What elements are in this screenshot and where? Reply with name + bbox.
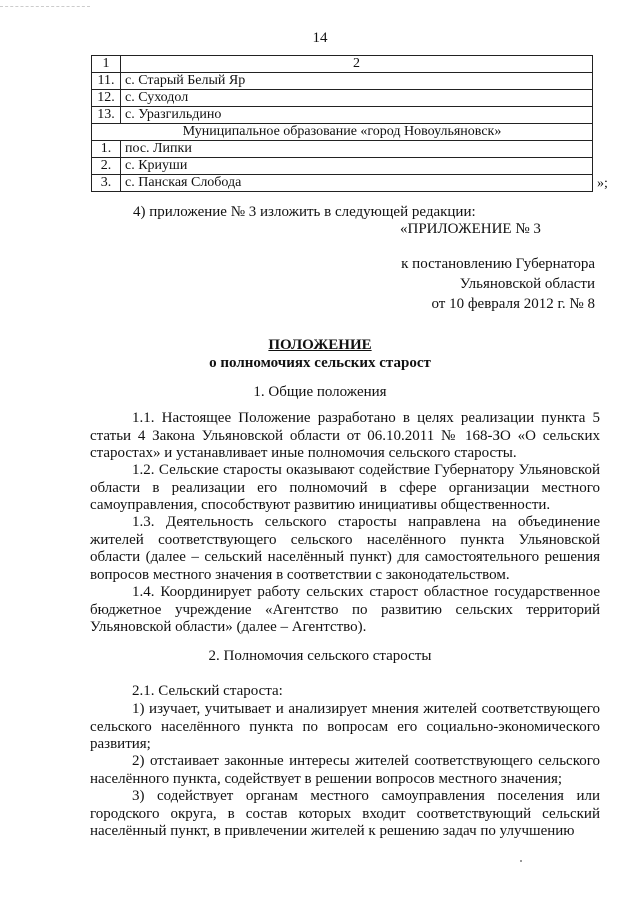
paragraph: 3) содействует органам местного самоуправления поселения или городского округа, в состав которых входит соответствующий сельский населённый пункт, в привлечении жителей к решению задач по улучшению bbox=[90, 788, 600, 840]
row-number: 1. bbox=[92, 141, 121, 158]
row-number: 11. bbox=[92, 73, 121, 90]
table-row bbox=[92, 175, 593, 192]
row-name: пос. Липки bbox=[121, 141, 593, 158]
table-row bbox=[92, 141, 593, 158]
page-number: 14 bbox=[312, 30, 328, 46]
paragraph: 1.4. Координирует работу сельских старост областное государственное бюджетное учреждение «Агентство по развитию сельских территорий Ульяновской области» (далее – Агентство). bbox=[90, 584, 600, 636]
scan-artifact bbox=[0, 6, 90, 7]
section-heading: 2. Полномочия сельского старосты bbox=[208, 648, 432, 664]
table-row bbox=[92, 90, 593, 107]
amendment-line: 4) приложение № 3 изложить в следующей редакции: bbox=[133, 204, 476, 220]
table-header-row bbox=[92, 56, 593, 73]
row-number: 3. bbox=[92, 175, 121, 192]
scan-artifact bbox=[520, 860, 522, 862]
section-title-cell: Муниципальное образование «город Новоульяновск» bbox=[92, 124, 593, 141]
table-closing-quote: »; bbox=[597, 176, 608, 191]
appendix-ref-line: от 10 февраля 2012 г. № 8 bbox=[431, 296, 595, 312]
paragraph: 1.3. Деятельность сельского старосты направлена на объединение жителей соответствующего сельского населённого пункта Ульяновской области (далее – сельский населённый пункт) для самостоятельного решения вопросов местного значения в соответствии с законодательством. bbox=[90, 514, 600, 583]
paragraph: 2.1. Сельский староста: bbox=[132, 683, 283, 699]
paragraph: 1.1. Настоящее Положение разработано в целях реализации пункта 5 статьи 4 Закона Ульяновской области от 06.10.2011 № 168-ЗО «О сельских старостах» и устанавливает иные полномочия сельского старосты. bbox=[90, 410, 600, 462]
paragraph: 2) отстаивает законные интересы жителей соответствующего сельского населённого пункта, содействует в решении вопросов местного значения; bbox=[90, 753, 600, 787]
table-row bbox=[92, 107, 593, 124]
paragraph: 1.2. Сельские старосты оказывают содействие Губернатору Ульяновской области в реализации его полномочий в сфере организации местного самоуправления, способствуют развитию инициативы общественности. bbox=[90, 462, 600, 514]
appendix-ref-line: Ульяновской области bbox=[459, 276, 595, 292]
table-row bbox=[92, 73, 593, 90]
table-row bbox=[92, 158, 593, 175]
row-name: с. Старый Белый Яр bbox=[121, 73, 593, 90]
section-heading: 1. Общие положения bbox=[253, 384, 387, 400]
paragraph: 1) изучает, учитывает и анализирует мнения жителей соответствующего сельского населённого пункта по вопросам его социально-экономического развития; bbox=[90, 701, 600, 753]
document-title: ПОЛОЖЕНИЕ bbox=[268, 337, 372, 353]
row-number: 12. bbox=[92, 90, 121, 107]
row-number: 2. bbox=[92, 158, 121, 175]
row-name: с. Уразгильдино bbox=[121, 107, 593, 124]
document-subtitle: о полномочиях сельских старост bbox=[209, 355, 431, 371]
row-name: с. Панская Слобода bbox=[121, 175, 593, 192]
table-header-cell: 2 bbox=[121, 56, 593, 73]
row-name: с. Суходол bbox=[121, 90, 593, 107]
settlements-table bbox=[91, 55, 593, 192]
row-name: с. Криуши bbox=[121, 158, 593, 175]
row-number: 13. bbox=[92, 107, 121, 124]
appendix-reference bbox=[330, 254, 595, 314]
table-header-cell: 1 bbox=[92, 56, 121, 73]
appendix-label: «ПРИЛОЖЕНИЕ № 3 bbox=[400, 221, 541, 237]
table-section-row bbox=[92, 124, 593, 141]
appendix-ref-line: к постановлению Губернатора bbox=[401, 256, 595, 272]
